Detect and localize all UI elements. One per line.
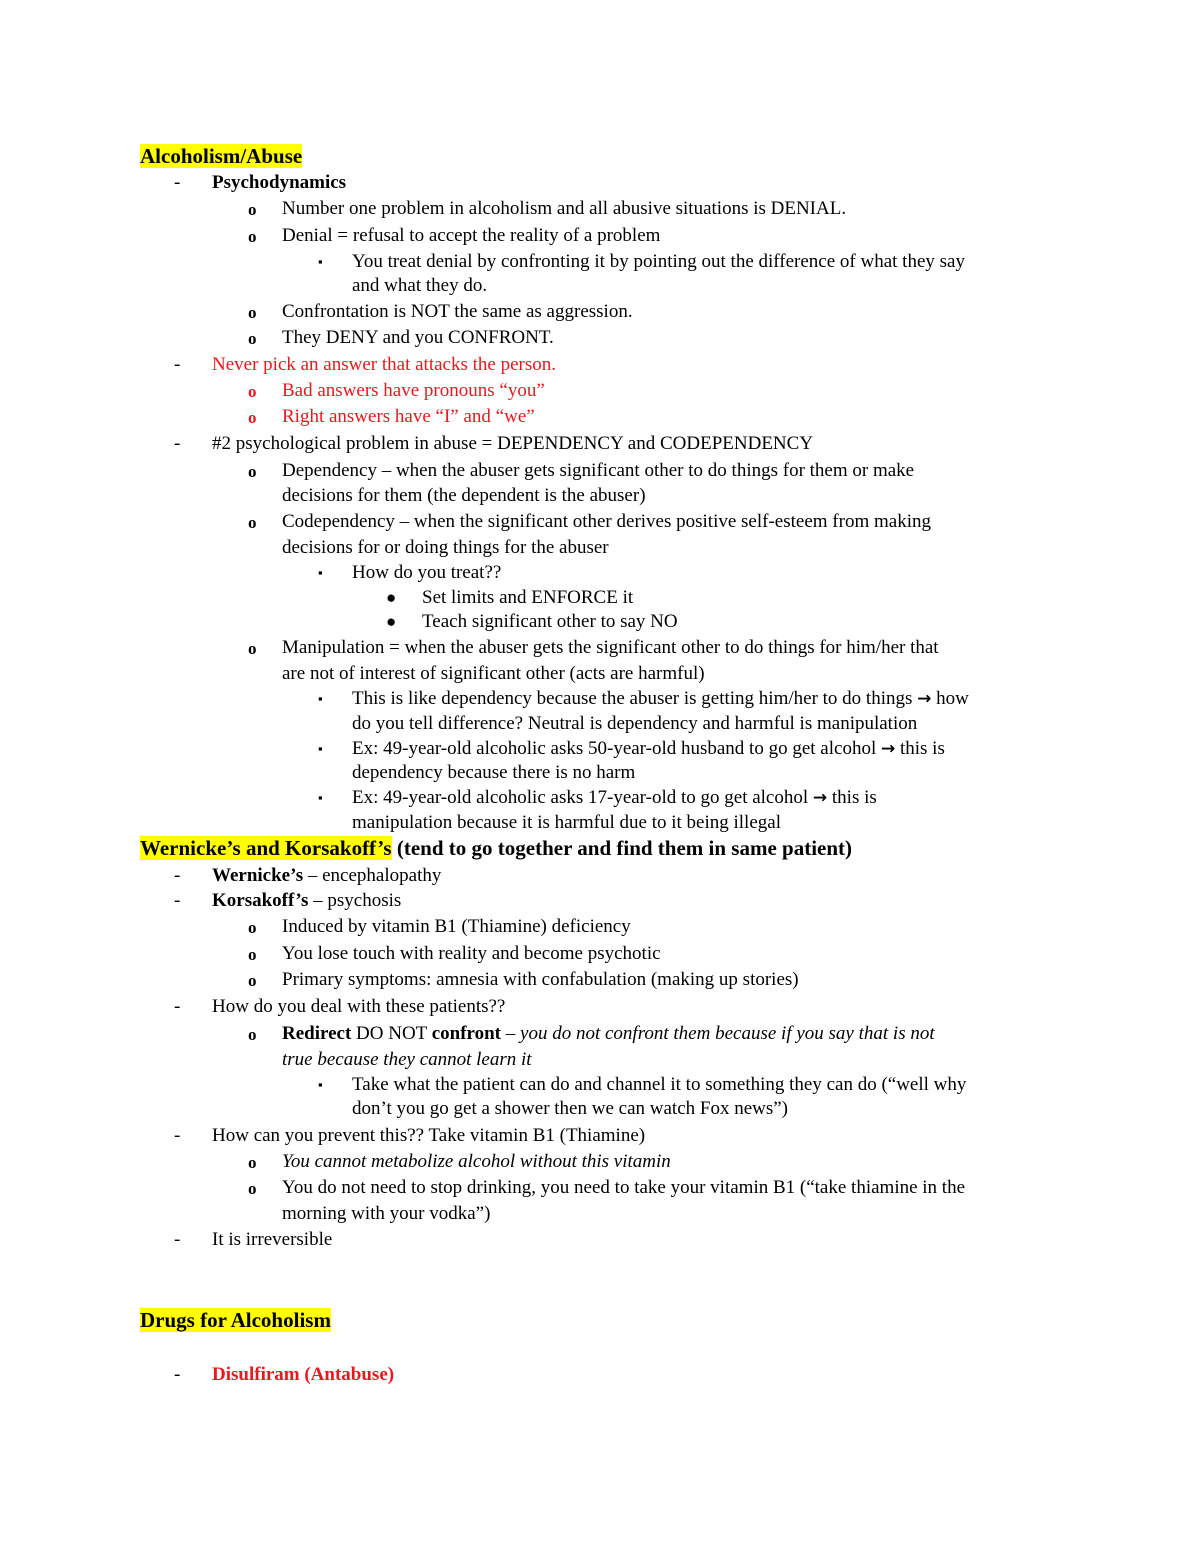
circle-bullet: o — [248, 971, 257, 990]
round-bullet: ● — [386, 588, 397, 607]
heading-drugs: Drugs for Alcoholism — [140, 1308, 331, 1332]
text-example2-1: Ex: 49-year-old alcoholic asks 17-year-old to go get alcohol → this is — [352, 787, 877, 808]
circle-bullet: o — [248, 303, 257, 322]
heading-alcoholism: Alcoholism/Abuse — [140, 144, 303, 168]
dash-marker: - — [174, 890, 181, 911]
text-like-dependency-1: This is like dependency because the abuser is getting him/her to do things → how — [352, 688, 969, 709]
dash-marker: - — [174, 865, 181, 886]
text-take-what-2: don’t you go get a shower then we can watch Fox news”) — [352, 1098, 789, 1119]
dash-marker: - — [174, 1364, 181, 1385]
text-how-deal: How do you deal with these patients?? — [212, 996, 506, 1017]
circle-bullet: o — [248, 1153, 257, 1172]
circle-bullet: o — [248, 513, 257, 532]
arrow-icon: → — [880, 739, 896, 759]
circle-bullet: o — [248, 1179, 257, 1198]
dash-marker: - — [174, 996, 181, 1017]
text-korsakoffs: Korsakoff’s – psychosis — [212, 890, 402, 911]
text-no-stop-2: morning with your vodka”) — [282, 1203, 491, 1224]
text-codependency-1: Codependency – when the significant other derives positive self-esteem from making — [282, 511, 931, 532]
round-bullet: ● — [386, 612, 397, 631]
text-codependency-2: decisions for or doing things for the abuser — [282, 537, 609, 558]
circle-bullet: o — [248, 639, 257, 658]
dash-marker: - — [174, 354, 181, 375]
text-like-dependency-2: do you tell difference? Neutral is dependency and harmful is manipulation — [352, 713, 918, 734]
text-example1-2: dependency because there is no harm — [352, 762, 636, 783]
text-denial-def: Denial = refusal to accept the reality of a problem — [282, 225, 661, 246]
circle-bullet: o — [248, 329, 257, 348]
text-redirect-1: Redirect DO NOT confront – you do not confront them because if you say that is not — [282, 1023, 935, 1044]
text-bad-answers: Bad answers have pronouns “you” — [282, 380, 545, 401]
text-manipulation-2: are not of interest of significant other (acts are harmful) — [282, 663, 705, 684]
dash-marker: - — [174, 1125, 181, 1146]
text-teach-no: Teach significant other to say NO — [422, 611, 678, 632]
text-lose-touch: You lose touch with reality and become psychotic — [282, 943, 661, 964]
square-bullet: ▪ — [318, 790, 323, 805]
circle-bullet: o — [248, 945, 257, 964]
text-primary-symptoms: Primary symptoms: amnesia with confabulation (making up stories) — [282, 969, 799, 990]
text-take-what-1: Take what the patient can do and channel it to something they can do (“well why — [352, 1074, 967, 1095]
text-cannot-metabolize: You cannot metabolize alcohol without this vitamin — [282, 1151, 671, 1172]
subheading-psychodynamics: Psychodynamics — [212, 172, 347, 193]
square-bullet: ▪ — [318, 1077, 323, 1092]
dash-marker: - — [174, 172, 181, 193]
dash-marker: - — [174, 433, 181, 454]
arrow-icon: → — [812, 788, 828, 808]
text-right-answers: Right answers have “I” and “we” — [282, 406, 535, 427]
circle-bullet: o — [248, 227, 257, 246]
square-bullet: ▪ — [318, 691, 323, 706]
text-induced: Induced by vitamin B1 (Thiamine) deficiency — [282, 916, 631, 937]
heading-wernicke: Wernicke’s and Korsakoff’s (tend to go together and find them in same patient) — [140, 836, 853, 860]
text-no-stop-1: You do not need to stop drinking, you need to take your vitamin B1 (“take thiamine in the — [282, 1177, 966, 1198]
text-problem2: #2 psychological problem in abuse = DEPENDENCY and CODEPENDENCY — [212, 433, 814, 454]
text-how-treat: How do you treat?? — [352, 562, 502, 583]
text-dependency-2: decisions for them (the dependent is the abuser) — [282, 485, 646, 506]
text-irreversible: It is irreversible — [212, 1229, 333, 1250]
circle-bullet: o — [248, 408, 257, 427]
text-disulfiram: Disulfiram (Antabuse) — [212, 1364, 395, 1385]
dash-marker: - — [174, 1229, 181, 1250]
square-bullet: ▪ — [318, 254, 323, 269]
text-manipulation-1: Manipulation = when the abuser gets the significant other to do things for him/her that — [282, 637, 939, 658]
circle-bullet: o — [248, 200, 257, 219]
text-never-pick: Never pick an answer that attacks the person. — [212, 354, 556, 375]
circle-bullet: o — [248, 382, 257, 401]
text-confrontation: Confrontation is NOT the same as aggression. — [282, 301, 633, 322]
text-prevent: How can you prevent this?? Take vitamin B1 (Thiamine) — [212, 1125, 646, 1146]
text-treat-denial-2: and what they do. — [352, 275, 488, 296]
text-denial-problem: Number one problem in alcoholism and all abusive situations is DENIAL. — [282, 198, 847, 219]
square-bullet: ▪ — [318, 565, 323, 580]
text-deny-confront: They DENY and you CONFRONT. — [282, 327, 554, 348]
circle-bullet: o — [248, 462, 257, 481]
arrow-icon: → — [917, 689, 932, 709]
circle-bullet: o — [248, 918, 257, 937]
text-example1-1: Ex: 49-year-old alcoholic asks 50-year-old husband to go get alcohol → this is — [352, 738, 945, 759]
text-treat-denial-1: You treat denial by confronting it by pointing out the difference of what they say — [352, 251, 965, 272]
text-dependency-1: Dependency – when the abuser gets significant other to do things for them or make — [282, 460, 915, 481]
text-redirect-2: true because they cannot learn it — [282, 1049, 532, 1070]
text-wernickes: Wernicke’s – encephalopathy — [212, 865, 442, 886]
square-bullet: ▪ — [318, 741, 323, 756]
text-example2-2: manipulation because it is harmful due to it being illegal — [352, 812, 781, 833]
circle-bullet: o — [248, 1025, 257, 1044]
text-set-limits: Set limits and ENFORCE it — [422, 587, 634, 608]
